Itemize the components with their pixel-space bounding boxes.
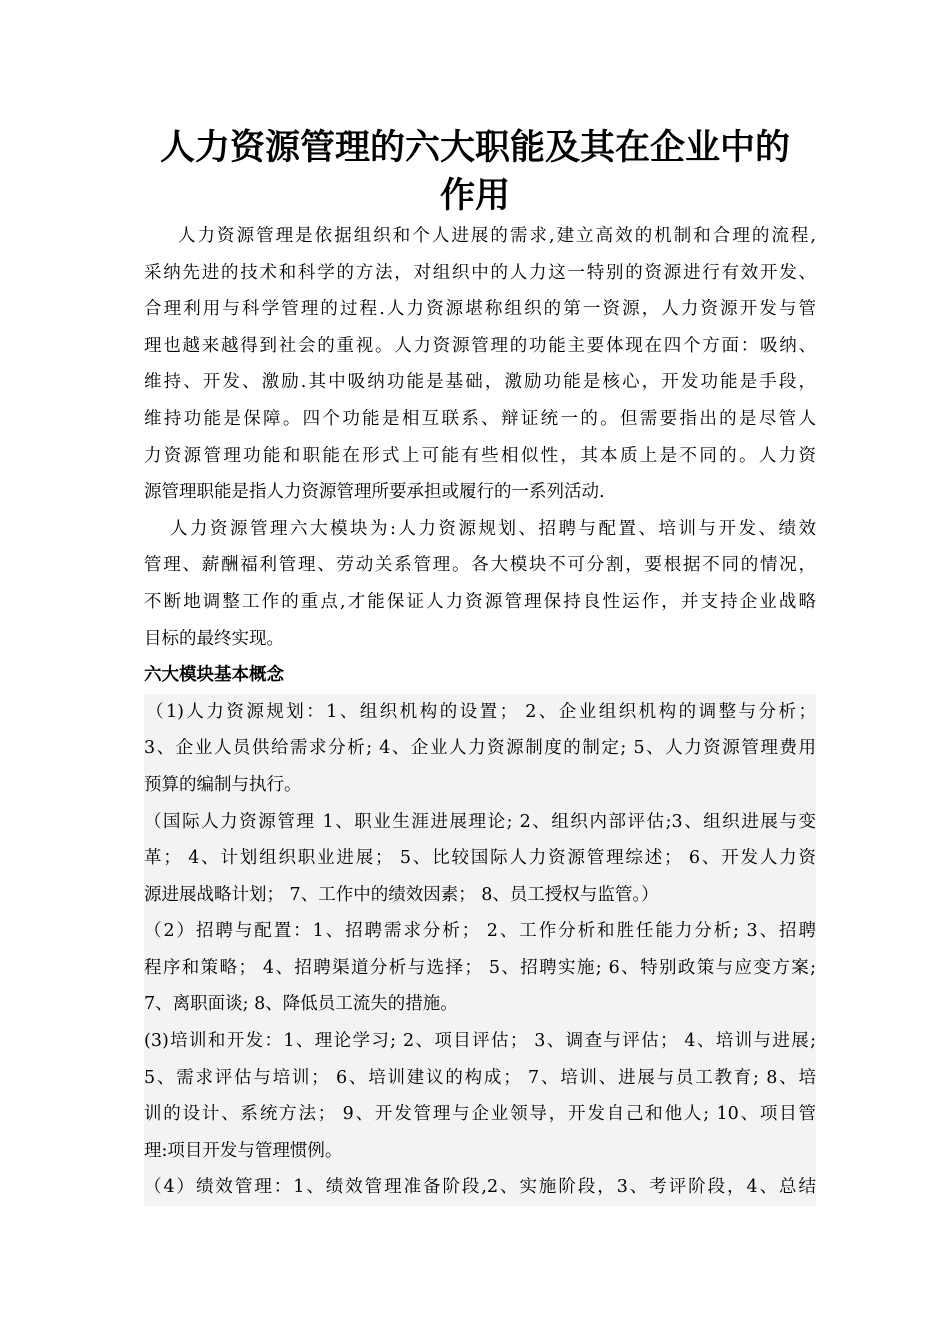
text-line: 理:项目开发与管理惯例。 [144,1140,343,1161]
text-line: 源进展战略计划； 7、工作中的绩效因素； 8、员工授权与监管。） [144,884,659,905]
text-line: 不断地调整工作的重点,才能保证人力资源管理保持良性运作，并支持企业战略 [144,591,816,612]
text-line: （1)人力资源规划：1、组织机构的设置； 2、企业组织机构的调整与分析； [146,701,816,722]
text-line: （国际人力资源管理 1、职业生涯进展理论; 2、组织内部评估;3、组织进展与变 [144,811,816,832]
module-training [144,1023,816,1169]
text-line: 人力资源管理六大模块为:人力资源规划、招聘与配置、培训与开发、绩效 [170,518,816,539]
title-line-1: 人力资源管理的六大职能及其在企业中的 [159,127,790,168]
module-recruitment [144,913,816,1023]
text-line: 源管理职能是指人力资源管理所要承担或履行的一系列活动. [144,482,605,503]
document-title [140,124,810,220]
text-line: 人力资源管理是依据组织和个人进展的需求,建立高效的机制和合理的流程, [178,226,816,246]
text-line: 维持、开发、激励.其中吸纳功能是基础，激励功能是核心，开发功能是手段， [144,372,816,393]
text-line: 维持功能是保障。四个功能是相互联系、辩证统一的。但需要指出的是尽管人 [144,408,816,429]
module-hr-planning [144,694,816,804]
module-performance [144,1169,816,1206]
section-heading: 六大模块基本概念 [144,665,284,686]
text-line: 采纳先进的技术和科学的方法，对组织中的人力这一特别的资源进行有效开发、 [144,262,816,283]
modules-list [144,694,816,1206]
section-heading-paragraph [144,657,816,694]
text-line: (3)培训和开发：1、理论学习; 2、项目评估； 3、调查与评估； 4、培训与进展; [144,1031,816,1052]
text-line: 革； 4、计划组织职业进展； 5、比较国际人力资源管理综述； 6、开发人力资 [144,848,816,869]
module-international-hr [144,804,816,914]
text-line: 预算的编制与执行。 [144,774,302,795]
text-line: 5、需求评估与培训； 6、培训建议的构成； 7、培训、进展与员工教育; 8、培 [144,1067,816,1088]
text-line: 目标的最终实现。 [144,628,284,649]
body-text [144,218,816,1206]
text-line: 合理利用与科学管理的过程.人力资源堪称组织的第一资源，人力资源开发与管 [144,299,816,320]
modules-intro-paragraph [144,511,816,657]
text-line: 理也越来越得到社会的重视。人力资源管理的功能主要体现在四个方面：吸纳、 [144,335,816,356]
text-line: （2）招聘与配置：1、招聘需求分析； 2、工作分析和胜任能力分析; 3、招聘 [144,921,816,942]
text-line: 3、企业人员供给需求分析; 4、企业人力资源制度的制定; 5、人力资源管理费用 [144,738,816,759]
text-line: 程序和策略； 4、招聘渠道分析与选择； 5、招聘实施; 6、特别政策与应变方案; [144,957,816,978]
text-line: 力资源管理功能和职能在形式上可能有些相似性，其本质上是不同的。人力资 [144,445,816,466]
intro-paragraph [144,218,816,511]
text-line: （4）绩效管理：1、绩效管理准备阶段,2、实施阶段，3、考评阶段，4、总结 [144,1177,816,1198]
text-line: 训的设计、系统方法； 9、开发管理与企业领导，开发自己和他人; 10、项目管 [144,1104,816,1125]
text-line: 管理、薪酬福利管理、劳动关系管理。各大模块不可分割，要根据不同的情况， [144,555,816,576]
title-line-2: 作用 [439,175,510,216]
text-line: 7、离职面谈; 8、降低员工流失的措施。 [144,994,458,1015]
